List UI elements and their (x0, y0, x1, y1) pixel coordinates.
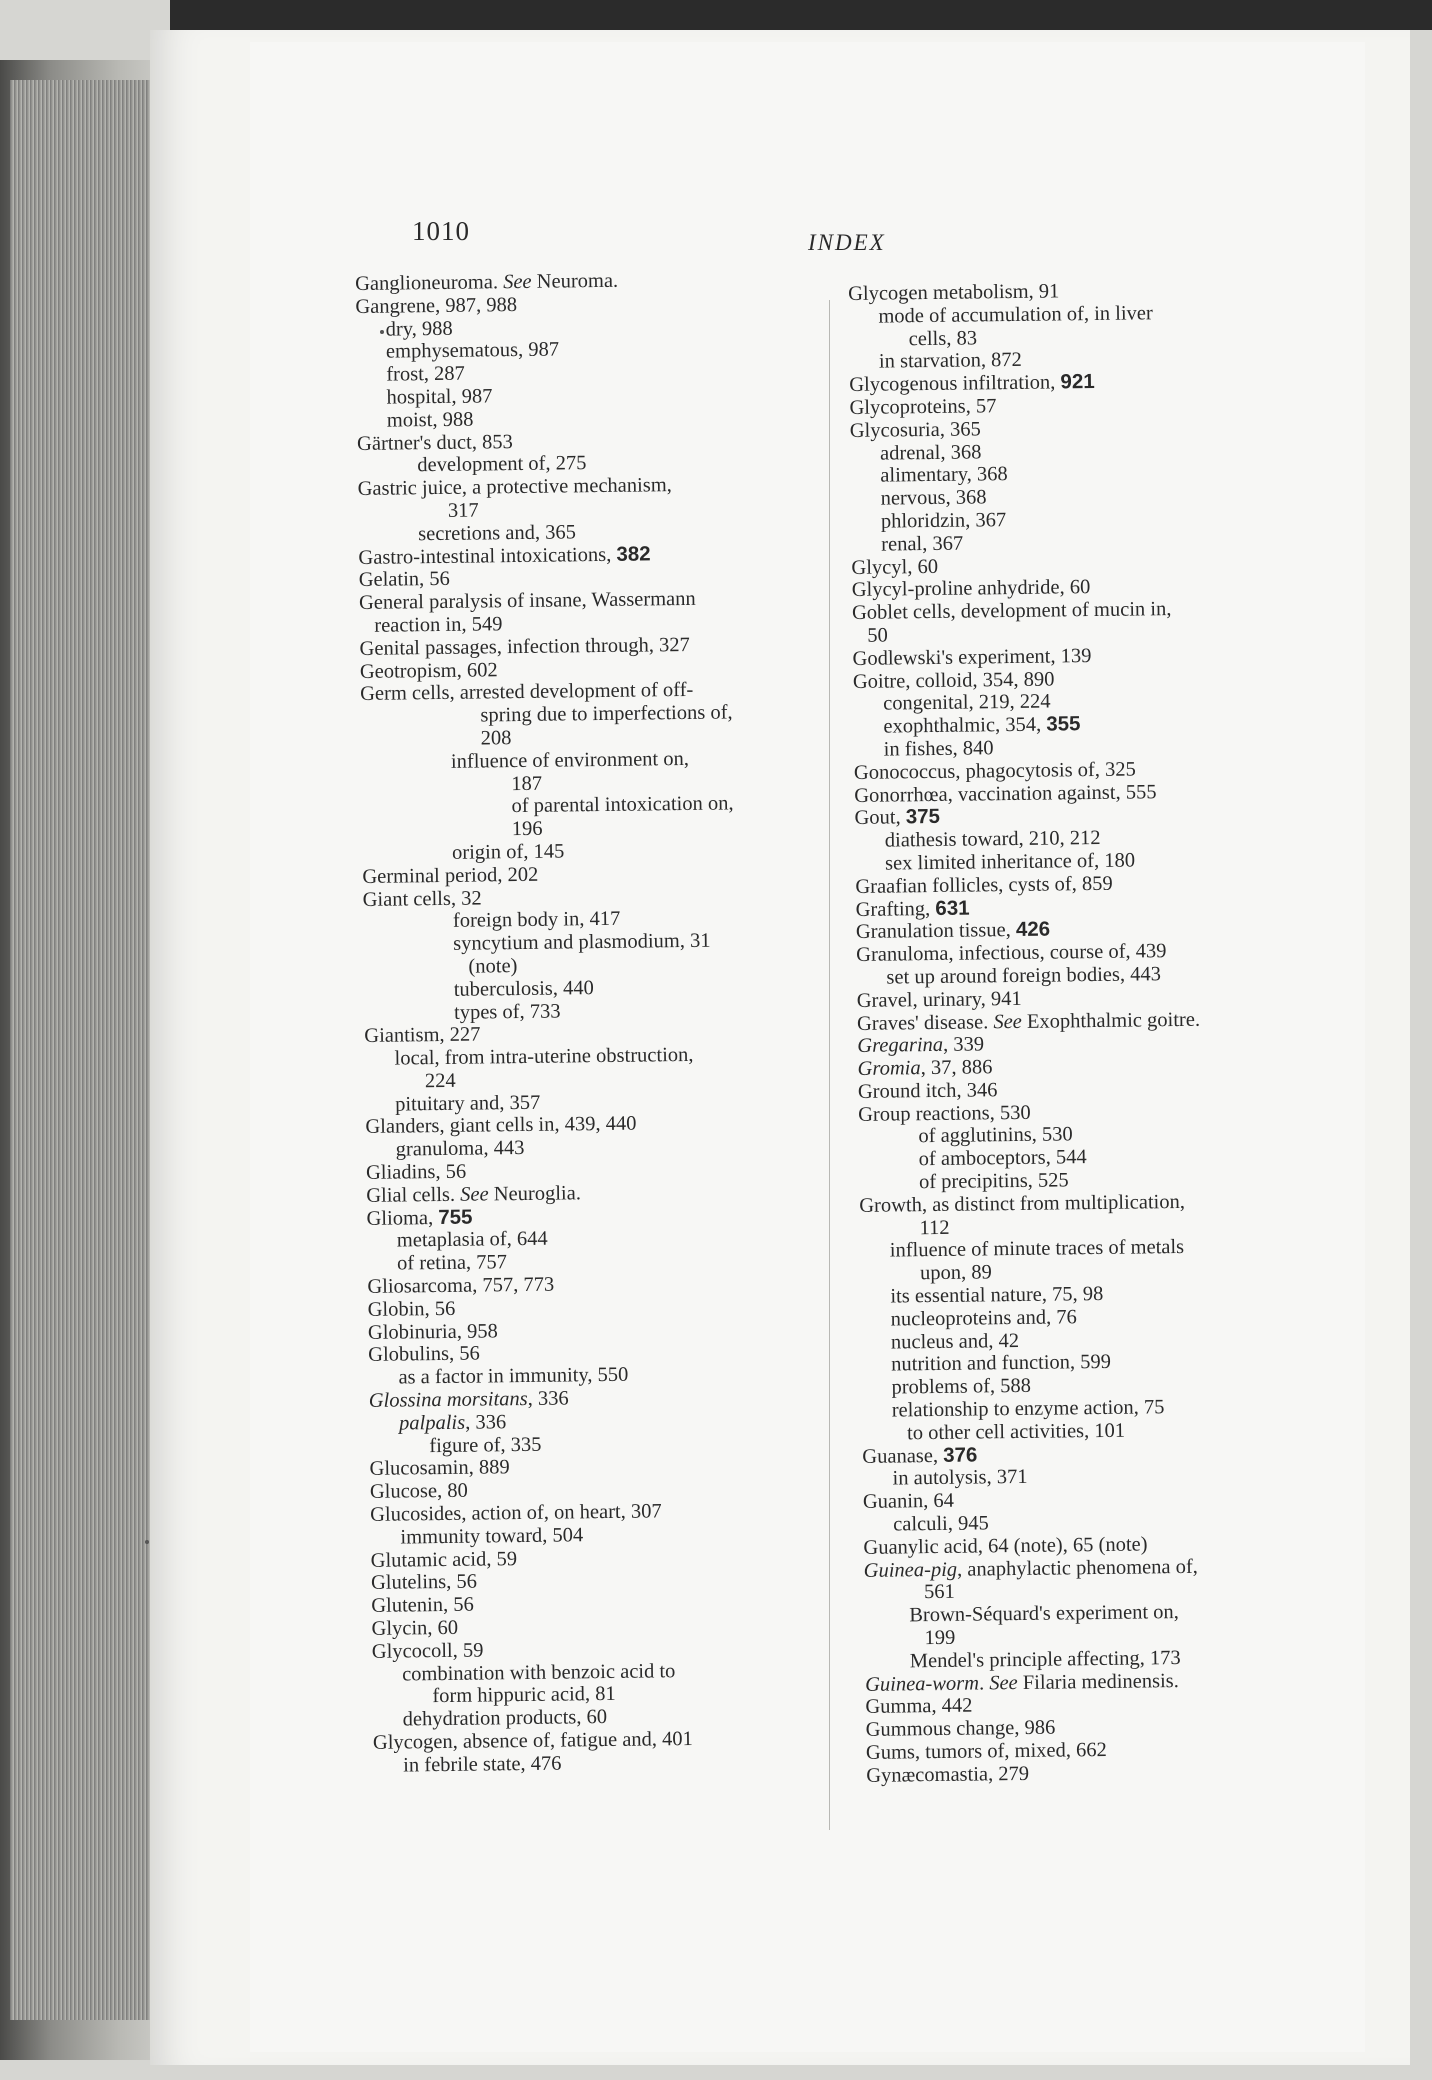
index-entry-text: Gelatin, 56 (358, 568, 450, 592)
index-entry-text: diathesis toward, 210, 212 (884, 827, 1101, 852)
index-entry-text: Glycocoll, 59 (371, 1639, 484, 1663)
index-entry-text: frost, 287 (386, 362, 465, 386)
index-entry-text: Guanase, (862, 1444, 944, 1468)
index-entry-text: 112 (919, 1216, 950, 1239)
index-entry-text: Gonococcus, phagocytosis of, 325 (853, 758, 1136, 784)
index-entry-text: Glycyl-proline anhydride, 60 (851, 576, 1091, 602)
index-entry-bold-page: 921 (1060, 370, 1095, 394)
index-entry-italic: Guinea-worm (864, 1672, 980, 1696)
index-entry-text: Granuloma, infectious, course of, 439 (856, 940, 1167, 967)
index-entry-text: figure of, 335 (429, 1433, 542, 1457)
index-entry-text: as a factor in immunity, 550 (398, 1363, 629, 1389)
index-entry-text: Glucosamin, 889 (369, 1456, 510, 1481)
index-entry-italic: Guinea-pig (863, 1558, 958, 1582)
index-entry-text: Glycin, 60 (371, 1616, 459, 1640)
index-entry-text: Filaria medinensis. (1017, 1669, 1179, 1694)
index-entry-text: nervous, 368 (880, 486, 987, 510)
index-entry-italic: See (993, 1010, 1022, 1033)
index-entry-text: development of, 275 (417, 452, 587, 477)
index-entry-text: calculi, 945 (893, 1512, 989, 1536)
index-entry-text: Graafian follicles, cysts of, 859 (855, 872, 1113, 898)
index-entry-text: moist, 988 (386, 408, 474, 432)
index-entry-italic: See (460, 1183, 489, 1206)
index-entry-text: Gonorrhœa, vaccination against, 555 (854, 780, 1157, 807)
index-entry-text: , 336 (527, 1387, 569, 1411)
index-entry-text: Goitre, colloid, 354, 890 (852, 668, 1055, 693)
index-entry-text: Glial cells. (366, 1183, 461, 1207)
index-entry-text: reaction in, 549 (374, 613, 503, 637)
index-entry-text: Glanders, giant cells in, 439, 440 (365, 1113, 637, 1139)
index-entry-text: Exophthalmic goitre. (1021, 1008, 1201, 1033)
index-entry-bold-page: 755 (438, 1205, 473, 1229)
book-page-edges (10, 80, 150, 2020)
index-entry-text: Gummous change, 986 (865, 1716, 1056, 1742)
index-entry-italic: Gregarina (857, 1034, 944, 1058)
index-entry-bold-page: 355 (1046, 712, 1081, 736)
index-entry-text: Germ cells, arrested development of off- (360, 679, 694, 706)
index-entry-text: congenital, 219, 224 (883, 690, 1051, 715)
index-entry-text: Neuroma. (531, 269, 619, 293)
index-entry-text: Guanin, 64 (862, 1490, 955, 1514)
index-entry-text: phloridzin, 367 (880, 509, 1007, 533)
index-entry-text: Ganglioneuroma. (355, 271, 504, 295)
index-entry-text: 317 (447, 499, 479, 522)
page-number: 1010 (412, 216, 470, 246)
index-entry-text: of retina, 757 (396, 1251, 508, 1275)
index-entry-text: adrenal, 368 (879, 440, 982, 465)
index-entry-text: Glutamic acid, 59 (370, 1547, 518, 1572)
index-entry-text: origin of, 145 (451, 840, 565, 864)
book-cover-top (170, 0, 1432, 30)
index-entry-text: syncytium and plasmodium, 31 (453, 929, 711, 955)
index-entry-text: in febrile state, 476 (403, 1752, 562, 1777)
index-entry-text: 196 (511, 817, 543, 841)
index-entry-text: influence of environment on, (450, 747, 690, 773)
index-entry-text: tuberculosis, 440 (453, 976, 594, 1001)
index-entry-text: of amboceptors, 544 (918, 1146, 1087, 1171)
index-entry-text: , 339 (942, 1033, 985, 1057)
index-entry-text: Glucose, 80 (369, 1479, 468, 1504)
index-entry-text: Gastro-intestinal intoxications, (358, 543, 617, 569)
index-entry-text: in autolysis, 371 (892, 1466, 1028, 1490)
index-entry-text: Gums, tumors of, mixed, 662 (865, 1738, 1107, 1764)
index-entry-text: Glycosuria, 365 (849, 418, 981, 442)
index-entry-text: local, from intra-uterine obstruction, (394, 1044, 694, 1070)
index-entry-text: cells, 83 (908, 327, 978, 350)
dust-speck (145, 1540, 149, 1544)
index-entry-text: Ground itch, 346 (857, 1079, 998, 1103)
index-entry-text: General paralysis of insane, Wassermann (358, 588, 696, 615)
running-head: INDEX (808, 230, 886, 255)
index-entry-text: set up around foreign bodies, 443 (886, 963, 1162, 989)
index-entry-text: upon, 89 (919, 1261, 992, 1285)
index-entry-text: , anaphylactic phenomena of, (956, 1555, 1198, 1581)
index-entry-text: Glutelins, 56 (370, 1571, 478, 1595)
index-entry-text: Gout, (854, 806, 906, 830)
index-entry-text: Granulation tissue, (855, 919, 1017, 944)
index-entry-text: Gliosarcoma, 757, 773 (367, 1273, 555, 1298)
index-entry-text: in fishes, 840 (883, 737, 994, 761)
index-entry-text: of precipitins, 525 (918, 1169, 1069, 1194)
index-entry-italic: See (503, 270, 532, 294)
index-entry-text: Germinal period, 202 (362, 863, 539, 888)
index-column-left (355, 267, 833, 1777)
index-entry-text: relationship to enzyme action, 75 (891, 1396, 1165, 1422)
index-entry-bold-page: 376 (943, 1443, 978, 1467)
index-entry-text: sex limited inheritance of, 180 (884, 849, 1136, 875)
index-entry-italic: Glossina morsitans (368, 1388, 528, 1412)
index-entry-text: foreign body in, 417 (452, 908, 621, 933)
index-entry-text: in starvation, 872 (878, 349, 1023, 374)
index-entry-text: problems of, 588 (891, 1375, 1032, 1399)
index-entry-text: Geotropism, 602 (359, 658, 498, 683)
index-entry-text: Glycyl, 60 (851, 555, 939, 579)
index-entry-text: Glycoproteins, 57 (849, 395, 997, 419)
index-entry-text: Gliadins, 56 (365, 1160, 467, 1185)
index-entry-text: form hippuric acid, 81 (432, 1683, 616, 1708)
index-entry-text: of agglutinins, 530 (918, 1123, 1073, 1148)
index-entry-text: Glucosides, action of, on heart, 307 (370, 1500, 662, 1526)
index-entry-text: Giantism, 227 (364, 1023, 481, 1048)
index-entry-text: Goblet cells, development of mucin in, (851, 598, 1172, 625)
index-entry-text: Guanylic acid, 64 (note), 65 (note) (863, 1533, 1148, 1559)
index-entry-text: combination with benzoic acid to (401, 1659, 676, 1686)
index-entry-text: Glycogen, absence of, fatigue and, 401 (372, 1727, 693, 1754)
index-entry-text: pituitary and, 357 (395, 1091, 541, 1116)
index-entry-text: dehydration products, 60 (402, 1706, 608, 1731)
index-entry-text: hospital, 987 (386, 385, 493, 409)
index-entry-bold-page: 631 (935, 896, 970, 920)
index-entry-text: metaplasia of, 644 (396, 1228, 548, 1253)
index-entry-text: types of, 733 (453, 1000, 561, 1024)
index-entry-text: influence of minute traces of metals (889, 1236, 1185, 1263)
index-entry-text: Gynæcomastia, 279 (866, 1762, 1030, 1787)
index-entry-text: emphysematous, 987 (385, 338, 560, 364)
index-entry-text: 224 (424, 1069, 456, 1093)
index-entry-text: Glioma, (366, 1206, 439, 1230)
index-entry-text: mode of accumulation of, in liver (878, 302, 1153, 328)
index-entry-text: 50 (867, 624, 888, 647)
index-entry-text: Globulins, 56 (368, 1343, 480, 1367)
index-entry-italic: palpalis (398, 1411, 466, 1435)
index-entry-text: Grafting, (855, 897, 936, 921)
index-entry-text: Glycogen metabolism, 91 (848, 280, 1060, 305)
index-entry-text: spring due to imperfections of, (480, 701, 733, 727)
index-entry-text: Genital passages, infection through, 327 (359, 633, 690, 660)
index-entry-text: to other cell activities, 101 (906, 1419, 1126, 1445)
index-entry-text: Gastric juice, a protective mechanism, (357, 474, 672, 501)
index-entry-text: Globin, 56 (367, 1297, 456, 1321)
index-entry-text: 199 (924, 1626, 956, 1650)
index-entry-text: , 37, 886 (920, 1056, 993, 1080)
index-entry-italic: See (989, 1671, 1018, 1694)
index-entry-text: Gärtner's duct, 853 (356, 430, 513, 455)
index-entry-text: (note) (468, 954, 518, 978)
index-entry-text: nucleoproteins and, 76 (890, 1306, 1077, 1331)
index-entry-text: its essential nature, 75, 98 (890, 1283, 1104, 1308)
index-entry-text: nucleus and, 42 (890, 1329, 1020, 1354)
index-entry-text: nutrition and function, 599 (891, 1351, 1112, 1377)
index-entry-text: of parental intoxication on, (511, 792, 734, 818)
index-entry-text: . (978, 1671, 990, 1695)
index-entry-text: granuloma, 443 (395, 1137, 525, 1161)
index-entry-text: Neuroglia. (488, 1182, 582, 1206)
index-entry-text: Gravel, urinary, 941 (856, 987, 1022, 1012)
index-entry-text: Group reactions, 530 (858, 1101, 1031, 1126)
index-entry-text: Godlewski's experiment, 139 (852, 644, 1092, 670)
index-entry-text: secretions and, 365 (418, 521, 577, 546)
index-entry-text: , 336 (464, 1411, 507, 1434)
index-entry-text: alimentary, 368 (880, 463, 1008, 487)
index-column-right (848, 278, 1316, 1788)
index-entry-bold-page: 375 (905, 805, 941, 829)
index-entry-text: 208 (480, 727, 512, 750)
index-entry-text: immunity toward, 504 (400, 1524, 584, 1549)
index-entry-text: Gumma, 442 (865, 1694, 973, 1719)
index-entry-text: Giant cells, 32 (362, 887, 482, 911)
index-entry-text: Brown-Séquard's experiment on, (909, 1601, 1179, 1627)
index-entry-text: Glycogenous infiltration, (849, 371, 1061, 397)
index-entry-text: Growth, as distinct from multiplication, (859, 1190, 1186, 1217)
index-entry-text: Glutenin, 56 (371, 1593, 474, 1618)
index-entry-text: Graves' disease. (856, 1010, 994, 1035)
index-entry-text: dry, 988 (385, 317, 453, 341)
index-entry-text: exophthalmic, 354, (883, 713, 1047, 738)
index-entry-text: renal, 367 (881, 532, 964, 556)
index-entry-italic: Gromia (857, 1057, 921, 1081)
index-entry-text: 187 (511, 772, 543, 795)
dust-speck (380, 330, 384, 334)
index-entry-bold-page: 426 (1015, 917, 1051, 942)
index-entry-text: Mendel's principle affecting, 173 (909, 1646, 1181, 1673)
index-entry-text: Gangrene, 987, 988 (355, 293, 518, 318)
index-entry-bold-page: 382 (616, 541, 651, 566)
index-entry-text: Globinuria, 958 (367, 1319, 498, 1344)
index-entry-text: 561 (923, 1581, 955, 1604)
